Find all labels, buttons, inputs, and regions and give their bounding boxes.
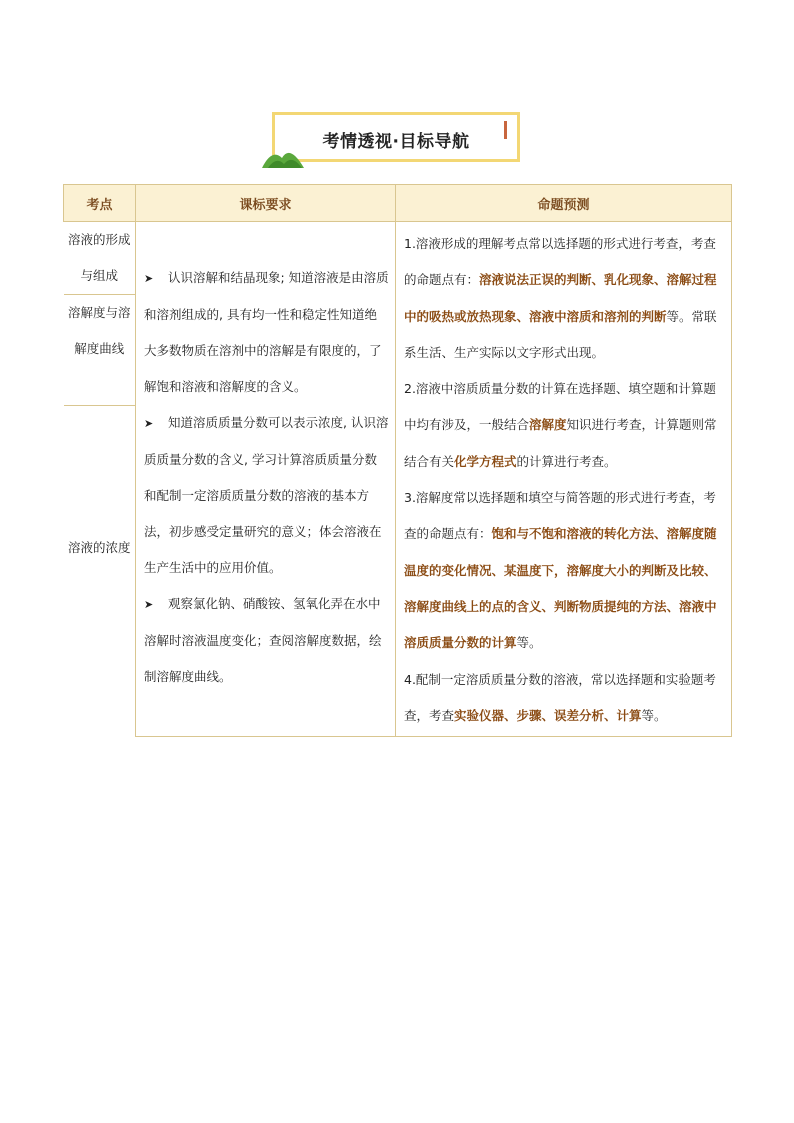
table-row bbox=[64, 222, 732, 737]
banner-title: 考情透视·目标导航 bbox=[322, 132, 470, 152]
arrow-bullet-icon: ➤ bbox=[144, 598, 154, 611]
requirement-item: ➤ 观察氯化钠、硝酸铵、氢氧化弄在水中溶解时溶液温度变化；查阅溶解度数据，绘制溶解度曲线。 bbox=[144, 586, 389, 695]
prediction-4: 4.配制一定溶质质量分数的溶液，常以选择题和实验题考查，考查实验仪器、步骤、误差分析、计算等。 bbox=[404, 671, 716, 723]
banner-frame bbox=[272, 112, 520, 162]
header-requirement: 课标要求 bbox=[136, 185, 396, 222]
table-header-row bbox=[64, 185, 732, 222]
topic-solution-formation: 溶液的形成与组成 bbox=[64, 222, 136, 295]
requirement-item: ➤ 认识溶解和结晶现象; 知道溶液是由溶质和溶剂组成的, 具有均一性和稳定性知道绝大多数物质在溶剂中的溶解是有限度的，了解饱和溶液和溶解度的含义。 bbox=[144, 260, 389, 405]
header-prediction: 命题预测 bbox=[396, 185, 732, 222]
requirements-cell bbox=[136, 222, 396, 737]
predictions-cell bbox=[396, 222, 732, 737]
prediction-2: 2.溶液中溶质质量分数的计算在选择题、填空题和计算题中均有涉及，一般结合溶解度知识进行考查，计算题则常结合有关化学方程式的计算进行考查。 bbox=[404, 381, 717, 469]
header-topic: 考点 bbox=[64, 185, 136, 222]
topic-column bbox=[64, 222, 136, 737]
prediction-1: 1.溶液形成的理解考点常以选择题的形式进行考查，考查的命题点有：溶液说法正误的判断、乳化现象、溶解过程中的吸热或放热现象、溶液中溶质和溶剂的判断等。常联系生活、生产实际以文字形式出现。 bbox=[404, 236, 717, 360]
topic-concentration: 溶液的浓度 bbox=[67, 540, 131, 555]
green-hills-icon bbox=[262, 144, 306, 168]
requirement-item: ➤ 知道溶质质量分数可以表示浓度, 认识溶质质量分数的含义, 学习计算溶质质量分数和配制一定溶质质量分数的溶液的基本方法，初步感受定量研究的意义；体会溶液在生产生活中的应用价值。 bbox=[144, 405, 389, 586]
prediction-3: 3.溶解度常以选择题和填空与简答题的形式进行考查，考查的命题点有：饱和与不饱和溶液的转化方法、溶解度随温度的变化情况、某温度下，溶解度大小的判断及比较、溶解度曲线上的点的含义、判断物质提纯的方法、溶液中溶质质量分数的计算等。 bbox=[404, 490, 717, 651]
topic-solubility-curve: 溶解度与溶解度曲线 bbox=[64, 295, 136, 406]
section-banner bbox=[262, 110, 524, 168]
arrow-bullet-icon: ➤ bbox=[144, 272, 154, 285]
arrow-bullet-icon: ➤ bbox=[144, 417, 154, 430]
syllabus-table bbox=[63, 184, 732, 737]
